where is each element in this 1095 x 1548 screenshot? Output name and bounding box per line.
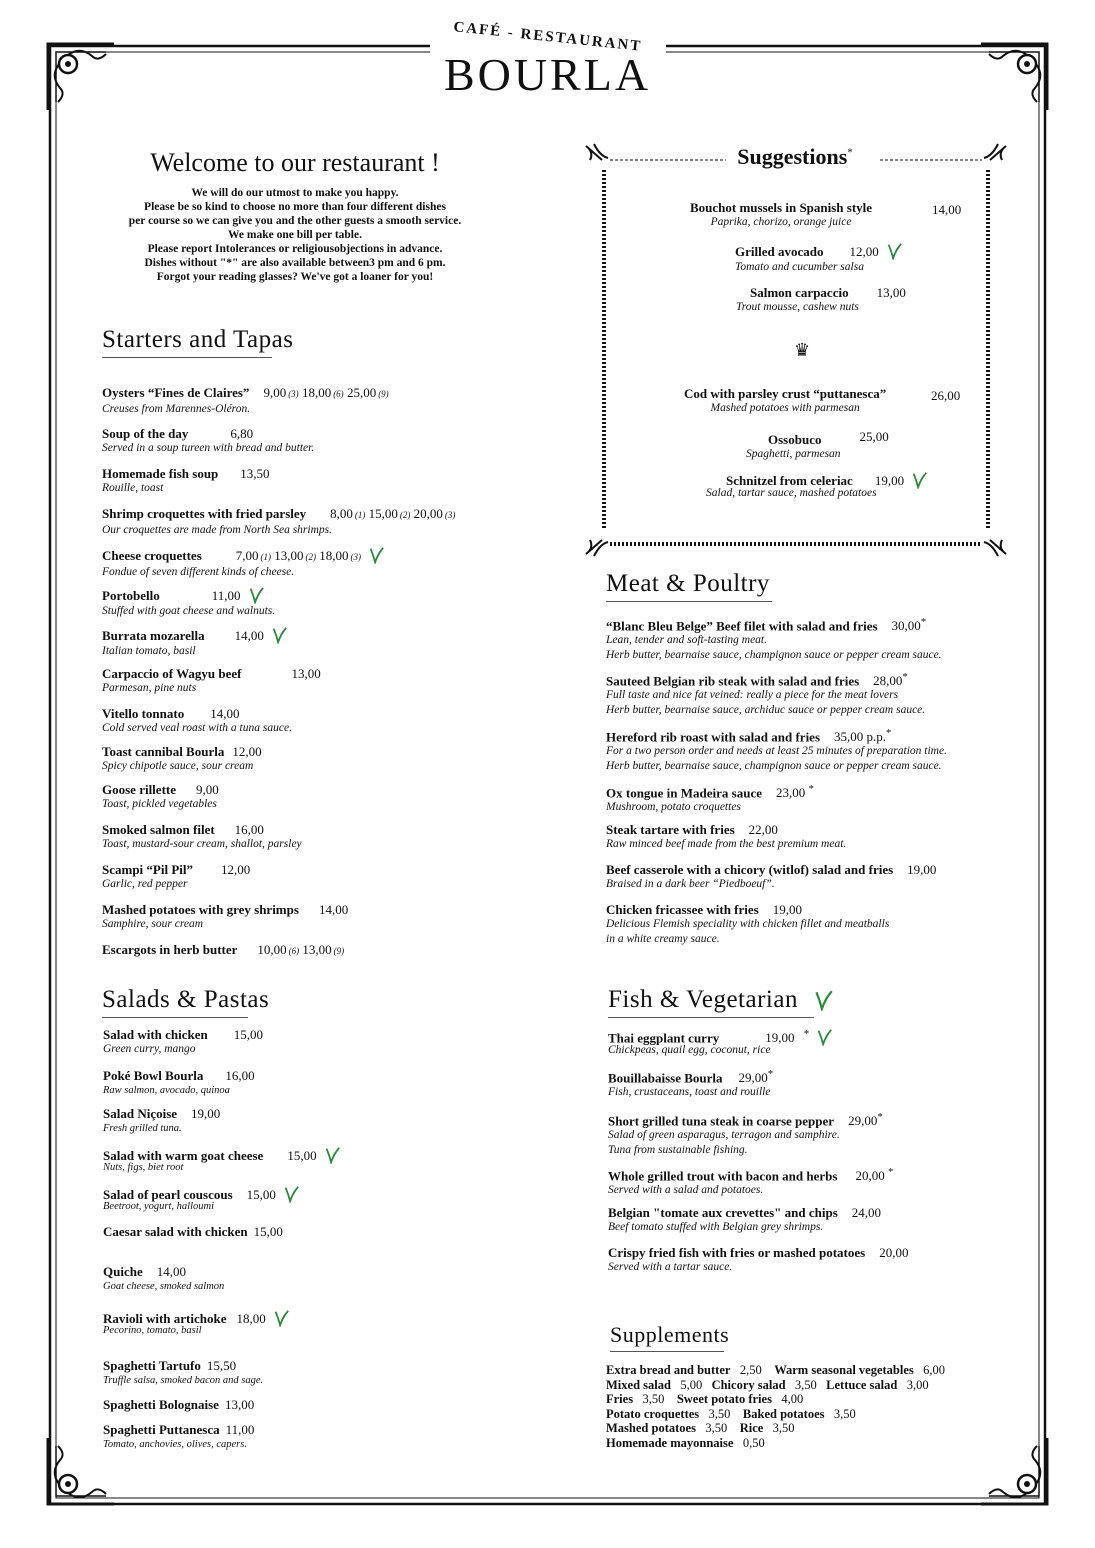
suggestion-item: Cod with parsley crust “puttanesca” Mashed potatoes with parmesan xyxy=(684,386,887,414)
menu-item: Ravioli with artichoke 18,00 Pecorino, tomato, basil xyxy=(103,1309,290,1338)
restaurant-header xyxy=(0,19,1095,101)
menu-item: Mashed potatoes with grey shrimps 14,00 Samphire, sour cream xyxy=(102,902,349,930)
restaurant-title: BOURLA xyxy=(443,49,652,100)
vegetarian-icon xyxy=(247,586,265,604)
vegetarian-icon xyxy=(815,1028,833,1046)
menu-item: Whole grilled trout with bacon and herbs 20,00 * Served with a salad and potatoes. xyxy=(608,1166,894,1197)
supplement-row: Fries 3,50 Sweet potato fries 4,00 xyxy=(606,1392,804,1406)
vegetarian-icon xyxy=(323,1146,341,1164)
menu-item: Scampi “Pil Pil” 12,00 Garlic, red pepper xyxy=(102,862,251,890)
menu-item: Beef casserole with a chicory (witlof) salad and fries 19,00 Braised in a dark beer “Piedboeuf”. xyxy=(606,862,937,890)
vegetarian-icon xyxy=(367,546,385,564)
welcome-line: Please report Intolerances or religiousobjections in advance. xyxy=(147,243,443,255)
menu-item: Oysters “Fines de Claires” 9,00 (3) 18,00 (6) 25,00 (9) Creuses from Marennes-Oléron. xyxy=(102,385,389,415)
supplement-row: Homemade mayonnaise 0,50 xyxy=(606,1435,765,1450)
menu-item: Sauteed Belgian rib steak with salad and fries 28,00* Full taste and nice fat veined: really a piece for the meat lovers Herb butter, bearnaise sauce, archiduc sauce or pepper cream sauce. xyxy=(606,671,926,717)
welcome-line: Dishes without "*" are also available between3 pm and 6 pm. xyxy=(144,257,446,269)
menu-item: Short grilled tuna steak in coarse pepper 29,00* Salad of green asparagus, terragon and samphire. Tuna from sustainable fishing. xyxy=(608,1111,883,1157)
menu-item: Caesar salad with chicken 15,00 xyxy=(103,1224,283,1239)
fish-title xyxy=(608,986,834,1018)
vegetarian-icon xyxy=(812,989,834,1011)
vegetarian-icon xyxy=(272,1309,290,1327)
menu-item: Soup of the day 6,80 Served in a soup tureen with bread and butter. xyxy=(102,426,315,454)
menu-item: Spaghetti Bolognaise 13,00 xyxy=(103,1397,255,1412)
meat-title-text: Meat & Poultry xyxy=(606,570,770,597)
vegetarian-icon xyxy=(885,242,903,260)
supplements-list xyxy=(606,1363,945,1450)
vegetarian-icon xyxy=(910,471,928,489)
menu-item: Crispy fried fish with fries or mashed potatoes 20,00 Served with a tartar sauce. xyxy=(608,1245,909,1273)
menu-item: Salad Niçoise 19,00 Fresh grilled tuna. xyxy=(103,1106,221,1134)
vegetarian-icon xyxy=(270,626,288,644)
menu-item: Chicken fricassee with fries 19,00 Delicious Flemish speciality with chicken fillet and meatballs in a white creamy sauce. xyxy=(606,902,890,945)
menu-item: Escargots in herb butter 10,00 (6) 13,00 (9) xyxy=(102,942,345,957)
menu-item: Bouillabaisse Bourla 29,00* Fish, crustaceans, toast and rouille xyxy=(608,1068,774,1099)
menu-item: Ox tongue in Madeira sauce 23,00 * Mushroom, potato croquettes xyxy=(606,783,814,814)
supplement-row: Potato croquettes 3,50 Baked potatoes 3,50 xyxy=(606,1406,856,1421)
menu-item: Burrata mozarella 14,00 Italian tomato, basil xyxy=(102,626,288,659)
menu-item: Shrimp croquettes with fried parsley 8,00 (1) 15,00 (2) 20,00 (3) Our croquettes are made from North Sea shrimps. xyxy=(102,506,456,536)
menu-item: Thai eggplant curry 19,00 * Chickpeas, quail egg, coconut, rice xyxy=(608,1027,833,1058)
supplement-row: Extra bread and butter 2,50 Warm seasonal vegetables 6,00 xyxy=(606,1363,946,1377)
restaurant-subtitle: CAFÉ - RESTAURANT xyxy=(452,19,643,55)
menu-item: Homemade fish soup 13,50 Rouille, toast xyxy=(102,466,270,494)
supplement-row: Mixed salad 5,00 Chicory salad 3,50 Lettuce salad 3,00 xyxy=(606,1377,929,1392)
menu-item: “Blanc Bleu Belge” Beef filet with salad and fries 30,00* Lean, tender and soft-tasting meat. Herb butter, bearnaise sauce, champignon sauce or pepper cream sauce. xyxy=(606,616,942,662)
suggestion-price: 26,00 xyxy=(931,388,961,403)
menu-item: Poké Bowl Bourla 16,00 Raw salmon, avocado, quinoa xyxy=(103,1068,255,1096)
supplements-title-text: Supplements xyxy=(610,1322,730,1347)
suggestion-item: Ossobuco 25,00 Spaghetti, parmesan xyxy=(746,429,889,460)
suggestion-item: Salmon carpaccio 13,00 Trout mousse, cashew nuts xyxy=(736,285,906,313)
vegetarian-icon xyxy=(282,1185,300,1203)
menu-item: Steak tartare with fries 22,00 Raw minced beef made from the best premium meat. xyxy=(606,822,847,850)
welcome-line: We will do our utmost to make you happy. xyxy=(191,187,399,199)
menu-item: Belgian "tomate aux crevettes" and chips 24,00 Beef tomato stuffed with Belgian grey shrimps. xyxy=(608,1205,882,1233)
menu-item: Portobello 11,00 Stuffed with goat cheese and walnuts. xyxy=(102,588,276,617)
salads-title-text: Salads & Pastas xyxy=(102,986,270,1013)
starters-title xyxy=(102,326,293,358)
meat-title xyxy=(606,570,772,602)
menu-item: Toast cannibal Bourla 12,00 Spicy chipotle sauce, sour cream xyxy=(102,744,262,772)
welcome-line: per course so we can give you and the other guests a smooth service. xyxy=(128,215,462,227)
suggestion-item: Schnitzel from celeriac 19,00 Salad, tartar sauce, mashed potatoes xyxy=(706,471,928,501)
menu-item: Salad with warm goat cheese 15,00 Nuts, figs, biet root xyxy=(103,1146,341,1175)
supplement-row: Mashed potatoes 3,50 Rice 3,50 xyxy=(606,1421,795,1435)
menu-item: Hereford rib roast with salad and fries 35,00 p.p.* For a two person order and needs at least 25 minutes of preparation time. Herb butter, bearnaise sauce, champignon sauce or pepper cream sauce. xyxy=(606,727,947,773)
menu-item: Quiche 14,00 Goat cheese, smoked salmon xyxy=(103,1264,225,1292)
menu-item: Spaghetti Puttanesca 11,00 Tomato, anchovies, olives, capers. xyxy=(103,1422,255,1450)
welcome-line: Forgot your reading glasses? We've got a loaner for you! xyxy=(156,271,434,283)
menu-item: Cheese croquettes 7,00 (1) 13,00 (2) 18,00 (3) Fondue of seven different kinds of cheese. xyxy=(102,546,385,580)
suggestion-price: 14,00 xyxy=(932,202,962,217)
salads-title xyxy=(102,986,269,1018)
menu-item: Carpaccio of Wagyu beef 13,00 Parmesan, pine nuts xyxy=(102,666,321,694)
menu-item: Salad with chicken 15,00 Green curry, mango xyxy=(103,1027,263,1055)
supplements-title xyxy=(610,1322,729,1352)
starters-title-text: Starters and Tapas xyxy=(102,326,294,353)
menu-item: Vitello tonnato 14,00 Cold served veal roast with a tuna sauce. xyxy=(102,706,292,734)
crown-icon: ♛ xyxy=(794,340,811,360)
welcome-line: We make one bill per table. xyxy=(228,229,362,241)
welcome-block xyxy=(100,148,490,284)
menu-item: Goose rillette 9,00 Toast, pickled vegetables xyxy=(102,782,219,810)
suggestions-title: Suggestions* xyxy=(737,144,853,169)
welcome-title: Welcome to our restaurant ! xyxy=(150,148,440,177)
menu-item: Smoked salmon filet 16,00 Toast, mustard-sour cream, shallot, parsley xyxy=(102,822,302,850)
suggestion-item: Grilled avocado 12,00 Tomato and cucumber salsa xyxy=(735,242,903,275)
menu-item: Spaghetti Tartufo 15,50 Truffle salsa, smoked bacon and sage. xyxy=(103,1358,264,1386)
menu-item: Salad of pearl couscous 15,00 Beetroot, yogurt, halloumi xyxy=(103,1185,300,1214)
welcome-line: Please be so kind to choose no more than four different dishes xyxy=(144,201,446,213)
fish-title-text: Fish & Vegetarian xyxy=(608,986,798,1013)
suggestion-item: Bouchot mussels in Spanish style Paprika, chorizo, orange juice xyxy=(690,200,873,228)
